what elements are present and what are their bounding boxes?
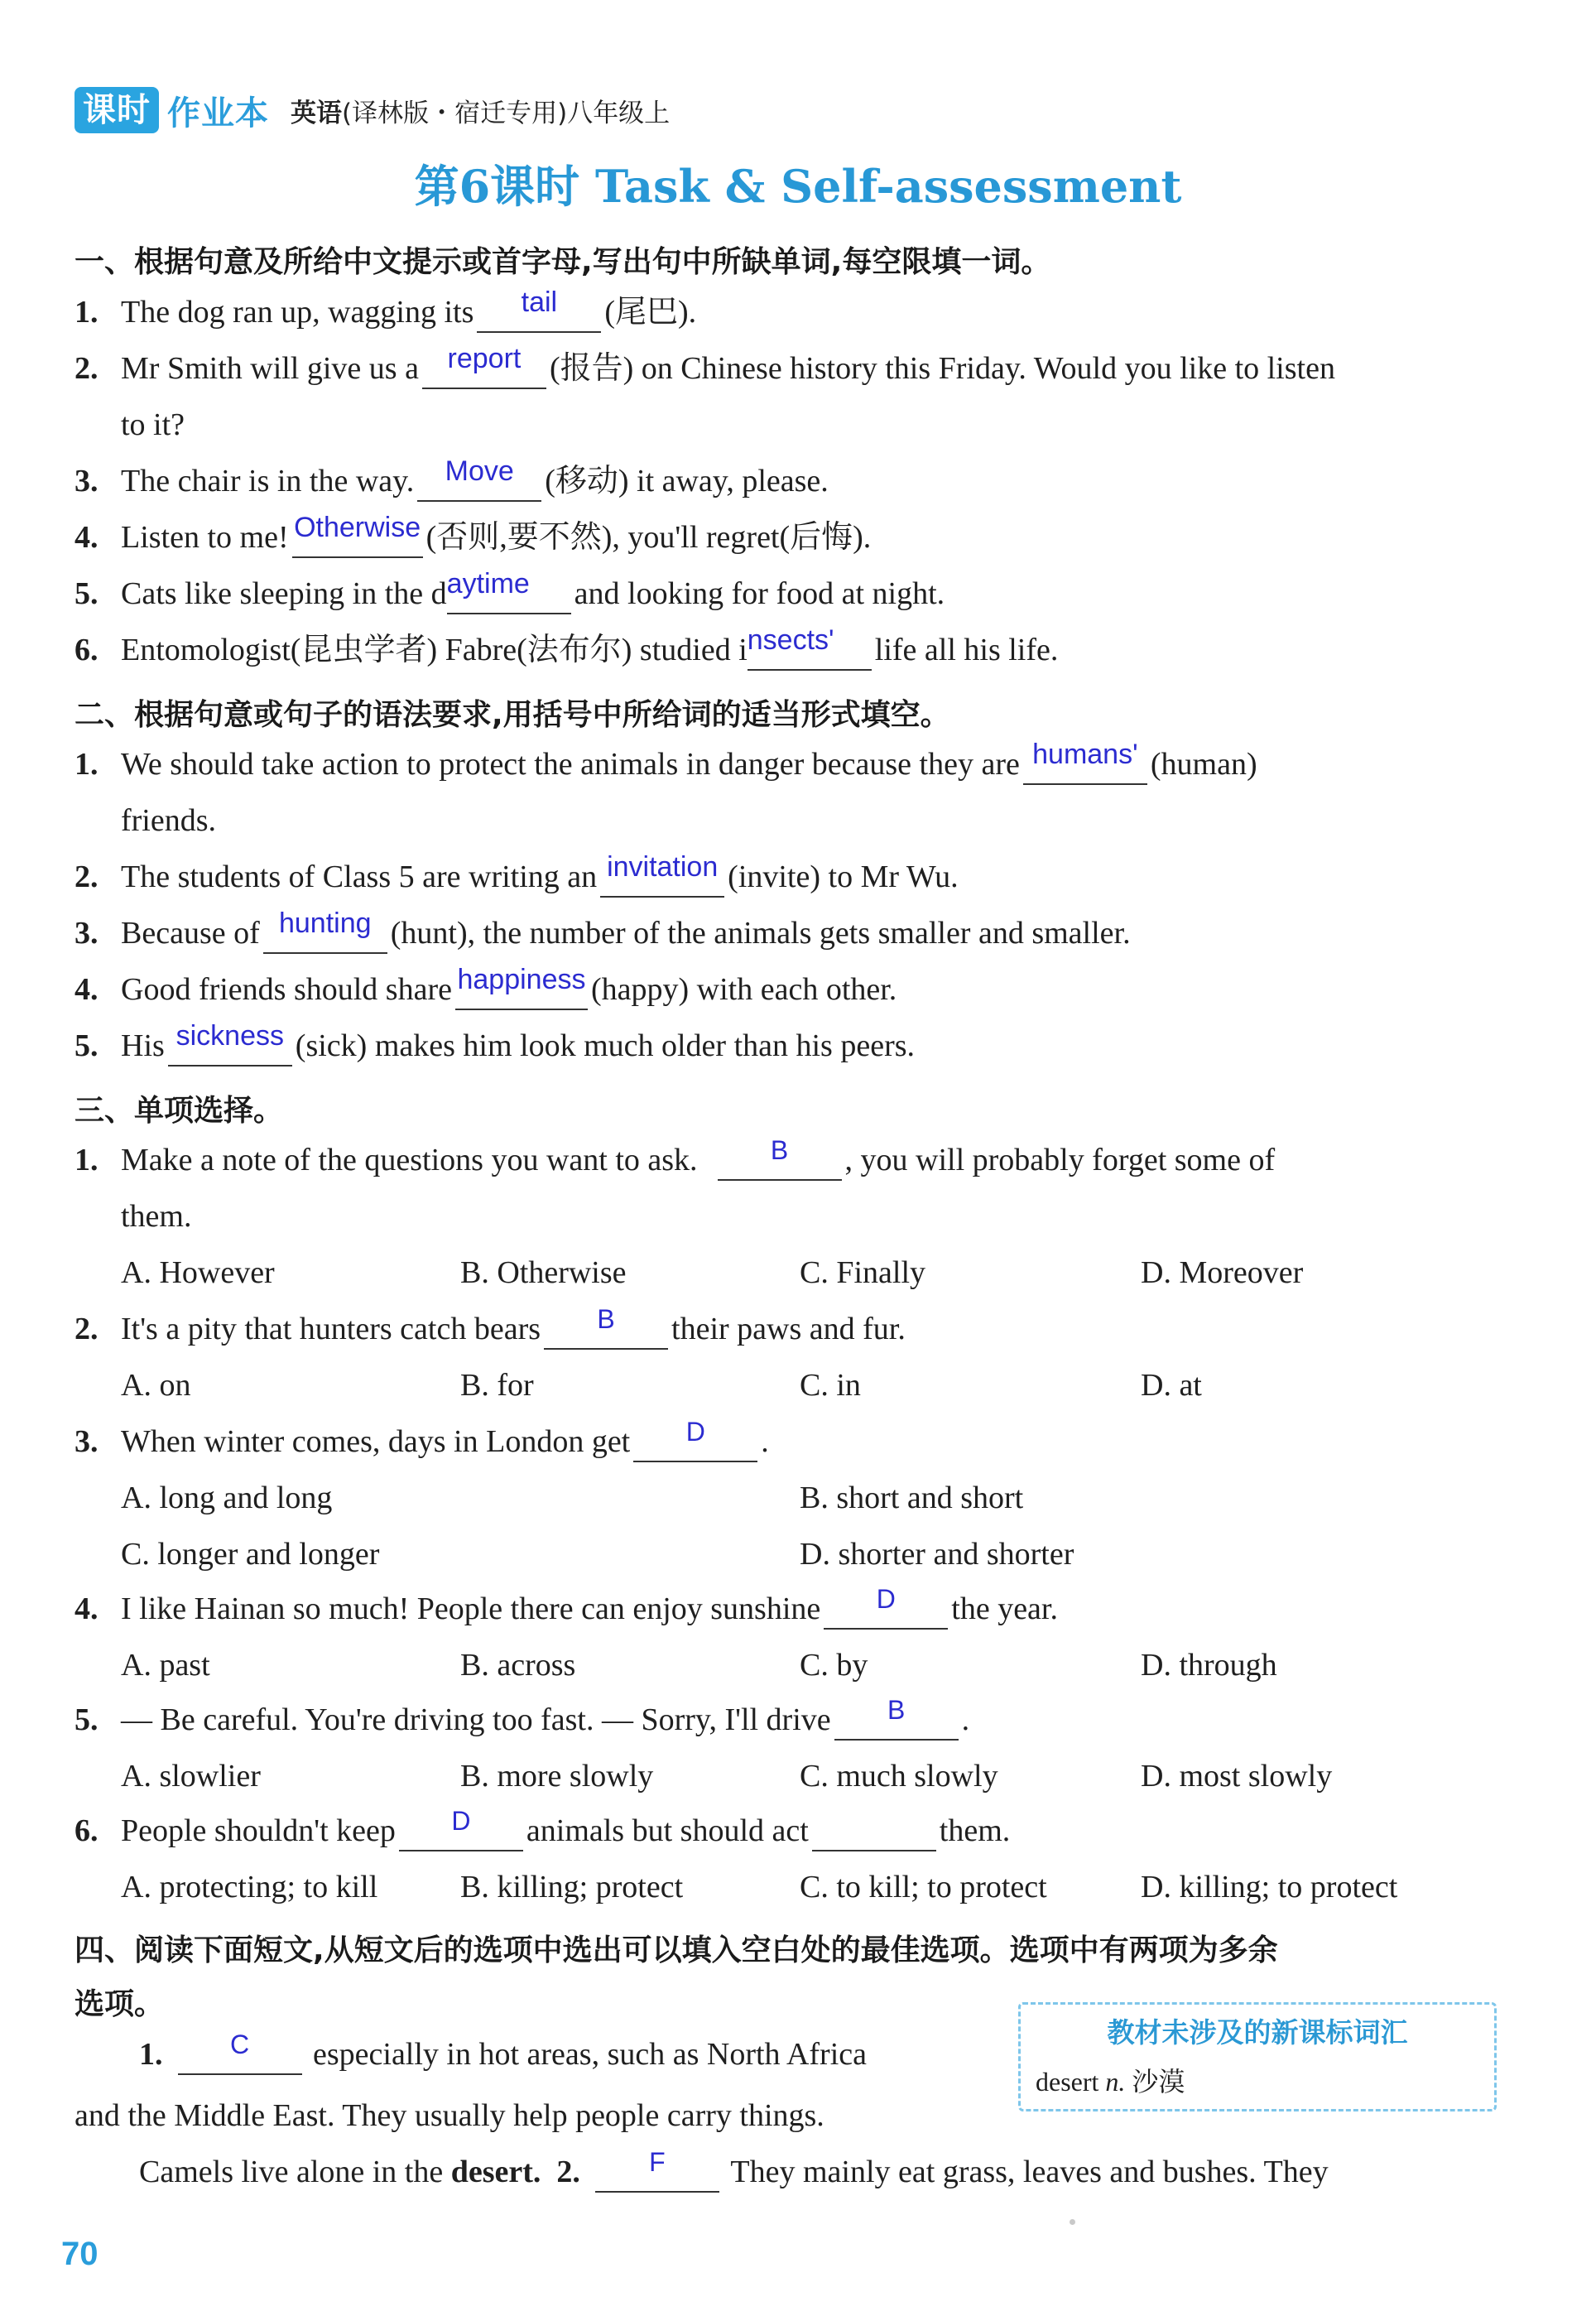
section-4-title-line-2: 选项。 [75,1987,165,2021]
option-a[interactable]: A. However [121,1255,275,1290]
question-number: 6. [75,633,99,667]
s1-question-6 [75,624,1059,671]
question-text-end: (invite) to Mr Wu. [728,859,959,894]
handwritten-answer: B [597,1304,615,1334]
s4-passage-line-2: and the Middle East. They usually help people carry things. [75,2098,824,2133]
section-2-title: 二、根据句意或句子的语法要求,用括号中所给词的适当形式填空。 [75,698,950,732]
passage-blank-1[interactable] [178,2030,302,2075]
vocab-callout-title: 教材未涉及的新课标词汇 [1107,2016,1408,2049]
question-text-end: and looking for food at night. [574,576,945,611]
passage-blank-number: 1. [139,2037,163,2072]
option-d[interactable]: D. at [1141,1368,1202,1403]
subject-edition: (译林版・宿迁专用)八年级上 [342,98,671,128]
handwritten-answer: nsects' [747,624,834,656]
handwritten-answer: D [685,1417,705,1447]
answer-blank[interactable] [718,1135,842,1181]
answer-blank[interactable] [834,1695,959,1741]
answer-blank[interactable] [168,1020,292,1067]
question-number: 2. [75,1312,99,1346]
option-c[interactable]: C. by [800,1648,868,1683]
s3-question-3 [75,1417,769,1462]
passage-blank-2[interactable] [595,2147,719,2193]
question-text-end: life all his life. [874,633,1059,667]
s1-question-2 [75,343,1335,389]
answer-blank-2[interactable] [812,1815,936,1851]
option-c[interactable]: C. in [800,1368,861,1403]
vocab-word: desert [1036,2067,1099,2097]
handwritten-answer: invitation [607,851,719,883]
answer-blank[interactable] [633,1417,757,1462]
s3-question-2 [75,1304,906,1350]
question-text: I like Hainan so much! People there can enjoy sunshine [121,1591,821,1626]
lesson-title: 第6课时 Task & Self-assessment [414,160,1182,213]
question-text-end: (移动) it away, please. [545,464,829,498]
handwritten-answer: B [887,1695,906,1725]
s3-question-6 [75,1806,1011,1851]
option-b[interactable]: B. more slowly [460,1759,654,1794]
option-b[interactable]: B. short and short [800,1481,1024,1515]
answer-blank[interactable] [422,343,546,389]
handwritten-answer: B [770,1135,789,1165]
question-text: Because of [121,916,260,951]
series-logo [75,87,269,134]
option-d[interactable]: D. killing; to protect [1141,1870,1398,1904]
answer-blank[interactable] [455,964,588,1010]
vocab-part-of-speech: n. [1105,2067,1126,2097]
question-text: Listen to me! [121,520,289,555]
section-1-title: 一、根据句意及所给中文提示或首字母,写出句中所缺单词,每空限填一词。 [75,245,1051,279]
answer-blank[interactable] [544,1304,668,1350]
question-number: 2. [75,351,99,386]
answer-blank[interactable] [824,1584,948,1630]
s1-question-4 [75,512,872,558]
option-a[interactable]: A. long and long [121,1481,333,1515]
question-text: We should take action to protect the animals in danger because they are [121,747,1020,782]
option-a[interactable]: A. protecting; to kill [121,1870,378,1904]
logo-badge: 课时 [75,87,159,133]
question-text-middle: animals but should act [526,1813,809,1848]
passage-blank-number: 2. [556,2155,580,2189]
s2-question-1-continued: friends. [121,803,217,838]
question-number: 5. [75,576,99,611]
vocab-entry [1036,2061,1185,2099]
handwritten-answer: D [451,1806,471,1836]
question-text-end: their paws and fur. [671,1312,906,1346]
question-text-end: (human) [1150,747,1257,782]
question-text-end: . [761,1424,769,1459]
question-text: Good friends should share [121,972,452,1007]
mouse-cursor-dot [1070,2219,1075,2225]
question-text-end: , you will probably forget some of [844,1143,1276,1177]
question-text: The dog ran up, wagging its [121,295,474,330]
question-text: It's a pity that hunters catch bears [121,1312,541,1346]
vocab-callout-box [1018,2002,1497,2111]
s1-question-3 [75,455,829,502]
passage-text: Camels live alone in the [139,2155,444,2189]
question-text-end: (sick) makes him look much older than his peers. [295,1028,916,1063]
option-c[interactable]: C. Finally [800,1255,926,1290]
question-number: 1. [75,1143,99,1177]
question-number: 2. [75,859,99,894]
s1-question-1 [75,286,697,333]
question-number: 4. [75,520,99,555]
answer-blank[interactable] [600,851,724,898]
answer-blank[interactable] [747,624,872,671]
question-text: Entomologist(昆虫学者) Fabre(法布尔) studied i [121,633,748,667]
s2-question-1 [75,739,1257,785]
handwritten-answer: happiness [457,964,586,995]
s2-question-5 [75,1020,916,1067]
option-c[interactable]: C. to kill; to protect [800,1870,1047,1904]
section-3-title: 三、单项选择。 [75,1094,284,1128]
s4-passage-line-1 [139,2030,867,2075]
s4-passage-line-3 [139,2147,1329,2193]
page-header [75,79,670,141]
answer-blank[interactable] [417,455,541,502]
handwritten-answer: tail [521,286,558,318]
passage-text-end: They mainly eat grass, leaves and bushes. They [730,2155,1329,2189]
question-number: 4. [75,972,99,1007]
handwritten-answer: report [447,343,522,374]
answer-blank[interactable] [446,568,571,614]
question-number: 1. [75,747,99,782]
question-text: The chair is in the way. [121,464,415,498]
s3-question-1 [75,1135,1276,1181]
option-b[interactable]: B. across [460,1648,576,1683]
question-number: 3. [75,916,99,951]
option-c[interactable]: C. much slowly [800,1759,998,1794]
question-text-end: (尾巴). [604,295,697,330]
option-d[interactable]: D. Moreover [1141,1255,1304,1290]
answer-blank[interactable] [263,908,387,954]
page-number: 70 [61,2236,99,2272]
handwritten-answer: aytime [446,568,530,599]
logo-text: 作业本 [167,94,269,132]
handwritten-answer: C [229,2030,250,2059]
subject-label [291,92,670,129]
question-text-end: (报告) on Chinese history this Friday. Would you like to listen [549,351,1335,386]
question-text: Cats like sleeping in the d [121,576,447,611]
handwritten-answer: D [876,1584,896,1614]
s2-question-4 [75,964,897,1010]
s3-question-1-continued: them. [121,1199,192,1234]
s1-question-5 [75,568,945,614]
question-number: 4. [75,1591,99,1626]
section-4-title-line-1: 四、阅读下面短文,从短文后的选项中选出可以填入空白处的最佳选项。选项中有两项为多余 [75,1933,1278,1967]
s2-question-3 [75,908,1131,954]
question-text-end: . [961,1702,970,1737]
option-d[interactable]: D. most slowly [1141,1759,1333,1794]
question-text: Make a note of the questions you want to ask. [121,1143,698,1177]
option-d[interactable]: D. shorter and shorter [800,1537,1074,1572]
handwritten-answer: Otherwise [294,512,421,543]
handwritten-answer: hunting [278,908,372,939]
question-text: Mr Smith will give us a [121,351,419,386]
option-a[interactable]: A. on [121,1368,191,1403]
option-b[interactable]: B. killing; protect [460,1870,684,1904]
question-text-end: them. [939,1813,1011,1848]
question-text: His [121,1028,165,1063]
question-text: The students of Class 5 are writing an [121,859,598,894]
question-text-end: (hunt), the number of the animals gets smaller and smaller. [390,916,1131,951]
s2-question-2 [75,851,959,898]
handwritten-answer: humans' [1032,739,1138,770]
question-text-end: the year. [951,1591,1058,1626]
question-text: When winter comes, days in London get [121,1424,631,1459]
question-number: 3. [75,464,99,498]
option-d[interactable]: D. through [1141,1648,1277,1683]
answer-blank[interactable] [399,1806,523,1851]
handwritten-answer: sickness [175,1020,284,1052]
s3-question-4 [75,1584,1058,1630]
s1-question-2-continued: to it? [121,407,185,442]
question-text: — Be careful. You're driving too fast. — Sorry, I'll drive [121,1702,831,1737]
passage-text: especially in hot areas, such as North Africa [313,2037,867,2072]
question-number: 1. [75,295,99,330]
question-text-end: (happy) with each other. [590,972,897,1007]
question-number: 3. [75,1424,99,1459]
option-b[interactable]: B. for [460,1368,534,1403]
handwritten-answer: Move [445,455,514,487]
option-c[interactable]: C. longer and longer [121,1537,380,1572]
subject-name: 英语 [291,98,342,128]
question-number: 5. [75,1702,99,1737]
handwritten-answer: F [649,2147,666,2177]
question-number: 6. [75,1813,99,1848]
question-number: 5. [75,1028,99,1063]
question-text-end: (否则,要不然), you'll regret(后悔). [425,520,872,555]
option-a[interactable]: A. past [121,1648,210,1683]
answer-blank[interactable] [477,286,601,333]
vocab-meaning: 沙漠 [1132,2067,1185,2097]
option-a[interactable]: A. slowlier [121,1759,261,1794]
option-b[interactable]: B. Otherwise [460,1255,627,1290]
answer-blank[interactable] [1023,739,1147,785]
s3-question-5 [75,1695,970,1741]
answer-blank[interactable] [292,512,423,558]
vocab-word-desert: desert. [450,2155,541,2189]
question-text: People shouldn't keep [121,1813,396,1848]
